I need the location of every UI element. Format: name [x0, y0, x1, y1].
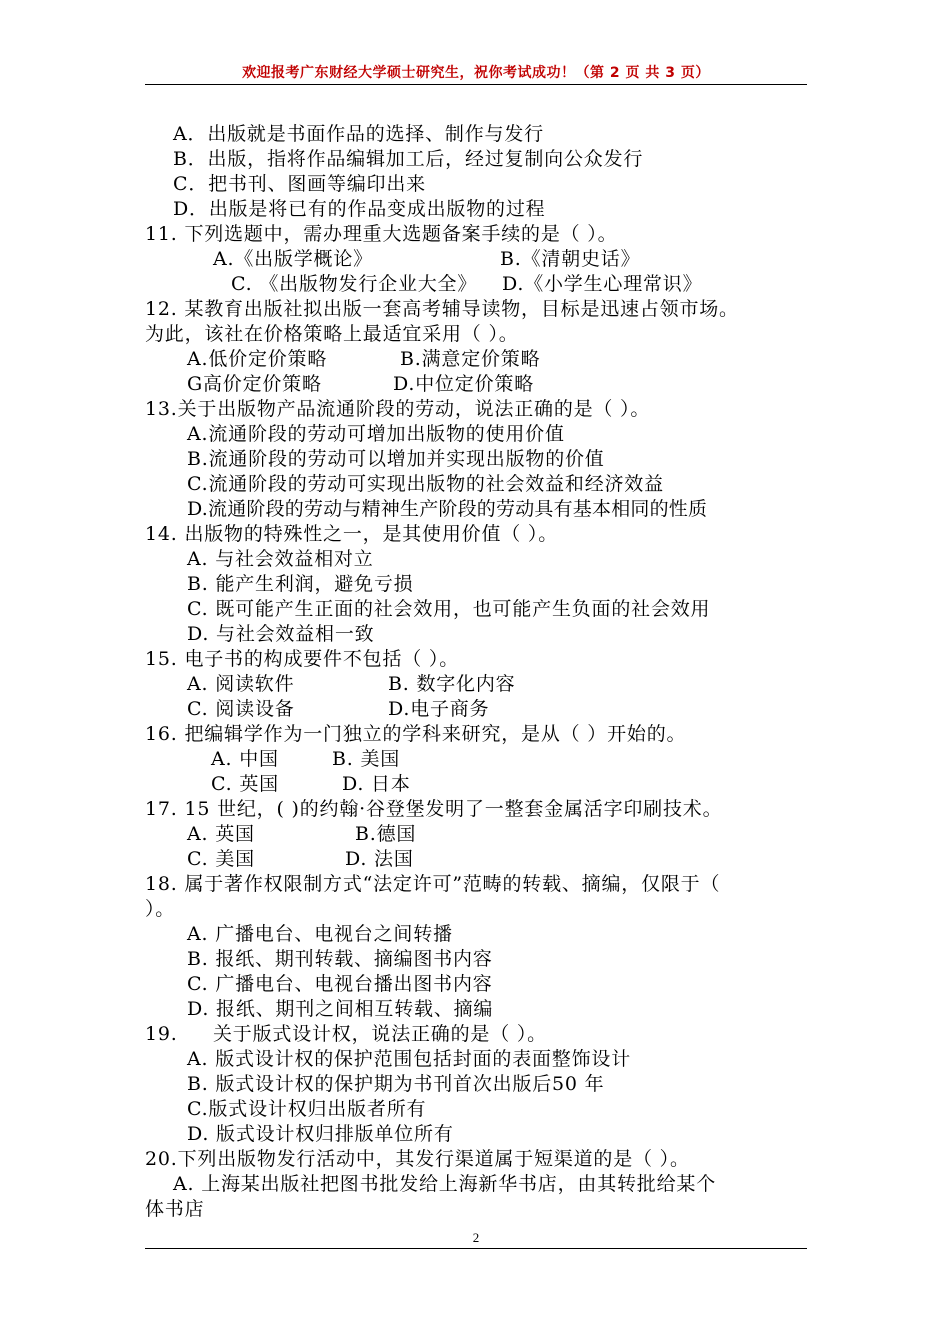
text-line: C．把书刊、图画等编印出来 — [173, 173, 426, 195]
option-text: D.电子商务 — [388, 698, 490, 720]
option-text: B. 数字化内容 — [388, 673, 516, 695]
question-line: 20.下列出版物发行活动中，其发行渠道属于短渠道的是（ ）。 — [145, 1148, 690, 1170]
question-line: 13.关于出版物产品流通阶段的劳动，说法正确的是（ ）。 — [145, 398, 651, 420]
question-line: 关于版式设计权，说法正确的是（ ）。 — [213, 1023, 547, 1045]
option-text: D. 版式设计权归排版单位所有 — [187, 1123, 454, 1145]
option-text: C. 阅读设备 — [187, 698, 295, 720]
option-text: C. 美国 — [187, 848, 255, 870]
page-header: 欢迎报考广东财经大学硕士研究生，祝你考试成功！（第 2 页 共 3 页） — [242, 65, 710, 81]
option-text: 体书店 — [145, 1198, 205, 1220]
page-number: 2 — [472, 1230, 480, 1245]
question-line: ）。 — [145, 898, 176, 920]
option-text: G高价定价策略 — [187, 373, 322, 395]
option-text: D. 法国 — [345, 848, 414, 870]
option-text: A. 阅读软件 — [187, 673, 295, 695]
option-text: B. 美国 — [332, 748, 401, 770]
option-text: D.流通阶段的劳动与精神生产阶段的劳动具有基本相同的性质 — [187, 498, 708, 520]
option-text: A.《出版学概论》 — [213, 248, 373, 270]
question-number: 19. — [145, 1023, 178, 1045]
option-text: B.德国 — [355, 823, 417, 845]
option-text: A. 版式设计权的保护范围包括封面的表面整饰设计 — [187, 1048, 632, 1070]
option-text: D. 日本 — [342, 773, 411, 795]
text-line: D．出版是将已有的作品变成出版物的过程 — [173, 198, 546, 220]
question-line: 12. 某教育出版社拟出版一套高考辅导读物，目标是迅速占领市场。 — [145, 298, 739, 320]
question-line: 17. 15 世纪，( )的约翰·谷登堡发明了一整套金属活字印刷技术。 — [145, 798, 723, 820]
text-line: B．出版，指将作品编辑加工后，经过复制向公众发行 — [173, 148, 644, 170]
option-text: B. 版式设计权的保护期为书刊首次出版后50 年 — [187, 1073, 605, 1095]
question-line: 为此，该社在价格策略上最适宜采用（ ）。 — [145, 323, 519, 345]
option-text: A.流通阶段的劳动可增加出版物的使用价值 — [187, 423, 565, 445]
option-text: C. 既可能产生正面的社会效用，也可能产生负面的社会效用 — [187, 598, 711, 620]
option-text: C. 《出版物发行企业大全》 — [231, 273, 478, 295]
option-text: C.版式设计权归出版者所有 — [187, 1098, 427, 1120]
question-line: 14. 出版物的特殊性之一，是其使用价值（ ）。 — [145, 523, 558, 545]
option-text: C.流通阶段的劳动可实现出版物的社会效益和经济效益 — [187, 473, 664, 495]
question-line: 18. 属于著作权限制方式“法定许可”范畴的转载、摘编，仅限于（ — [145, 873, 721, 895]
option-text: D.《小学生心理常识》 — [502, 273, 703, 295]
option-text: B.流通阶段的劳动可以增加并实现出版物的价值 — [187, 448, 605, 470]
option-text: D.中位定价策略 — [393, 373, 534, 395]
option-text: B.满意定价策略 — [400, 348, 541, 370]
text-line: A．出版就是书面作品的选择、制作与发行 — [173, 123, 544, 145]
option-text: C. 英国 — [211, 773, 279, 795]
option-text: A. 中国 — [211, 748, 279, 770]
question-line: 16. 把编辑学作为一门独立的学科来研究，是从（ ）开始的。 — [145, 723, 687, 745]
option-text: A. 上海某出版社把图书批发给上海新华书店，由其转批给某个 — [173, 1173, 717, 1195]
option-text: A. 广播电台、电视台之间转播 — [187, 923, 453, 945]
option-text: C. 广播电台、电视台播出图书内容 — [187, 973, 493, 995]
option-text: B. 报纸、期刊转载、摘编图书内容 — [187, 948, 493, 970]
header-rule — [145, 84, 807, 85]
option-text: A. 与社会效益相对立 — [187, 548, 374, 570]
option-text: B.《清朝史话》 — [500, 248, 641, 270]
option-text: A.低价定价策略 — [187, 348, 328, 370]
question-line: 11. 下列选题中，需办理重大选题备案手续的是（ ）。 — [145, 223, 618, 245]
option-text: B. 能产生利润，避免亏损 — [187, 573, 414, 595]
footer-rule — [145, 1248, 807, 1249]
question-line: 15. 电子书的构成要件不包括（ ）。 — [145, 648, 459, 670]
option-text: A. 英国 — [187, 823, 255, 845]
option-text: D. 报纸、期刊之间相互转载、摘编 — [187, 998, 494, 1020]
option-text: D. 与社会效益相一致 — [187, 623, 375, 645]
